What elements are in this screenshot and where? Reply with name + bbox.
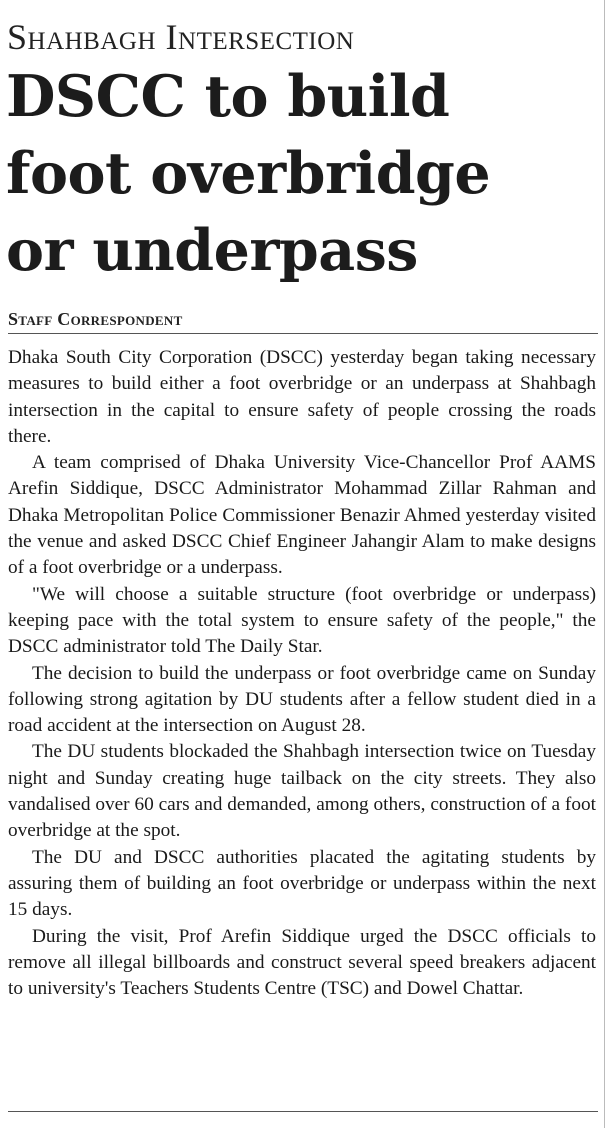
paragraph: "We will choose a suitable structure (foot overbridge or underpass) keeping pace with the total system to ensure safety of the people," the DSCC administrator told The Daily Star. xyxy=(8,583,596,658)
bottom-rule xyxy=(8,1111,598,1112)
byline-rule xyxy=(8,333,598,334)
section-kicker: Shahbagh Intersection xyxy=(7,17,355,57)
paragraph: The DU and DSCC authorities placated the agitating students by assuring them of building an foot overbridge or underpass within the next 15 days. xyxy=(8,846,596,921)
paragraph: During the visit, Prof Arefin Siddique urged the DSCC officials to remove all illegal billboards and construct several speed breakers adjacent to university's Teachers Students Centre (TSC) and Dowel Chattar. xyxy=(8,925,596,1000)
paragraph: The decision to build the underpass or foot overbridge came on Sunday following strong agitation by DU students after a fellow student died in a road accident at the intersection on August 28. xyxy=(8,662,596,737)
byline: Staff Correspondent xyxy=(8,309,183,329)
column-rule xyxy=(604,0,605,1128)
headline-line-3: or underpass xyxy=(6,217,418,284)
paragraph: Dhaka South City Corporation (DSCC) yesterday began taking necessary measures to build either a foot overbridge or an underpass at Shahbagh intersection in the capital to ensure safety of people crossing the roads there. xyxy=(8,347,596,447)
article-body xyxy=(8,345,596,1002)
paragraph: A team comprised of Dhaka University Vice-Chancellor Prof AAMS Arefin Siddique, DSCC Administrator Mohammad Zillar Rahman and Dhaka Metropolitan Police Commissioner Benazir Ahmed yesterday visited the venue and asked DSCC Chief Engineer Jahangir Alam to make designs of a foot overbridge or a underpass. xyxy=(8,452,596,579)
headline xyxy=(6,58,602,289)
paragraph: The DU students blockaded the Shahbagh intersection twice on Tuesday night and Sunday creating huge tailback on the city streets. They also vandalised over 60 cars and demanded, among others, construction of a foot overbridge at the spot. xyxy=(8,741,596,842)
headline-line-1: DSCC to build xyxy=(6,63,450,130)
headline-line-2: foot overbridge xyxy=(6,140,491,207)
